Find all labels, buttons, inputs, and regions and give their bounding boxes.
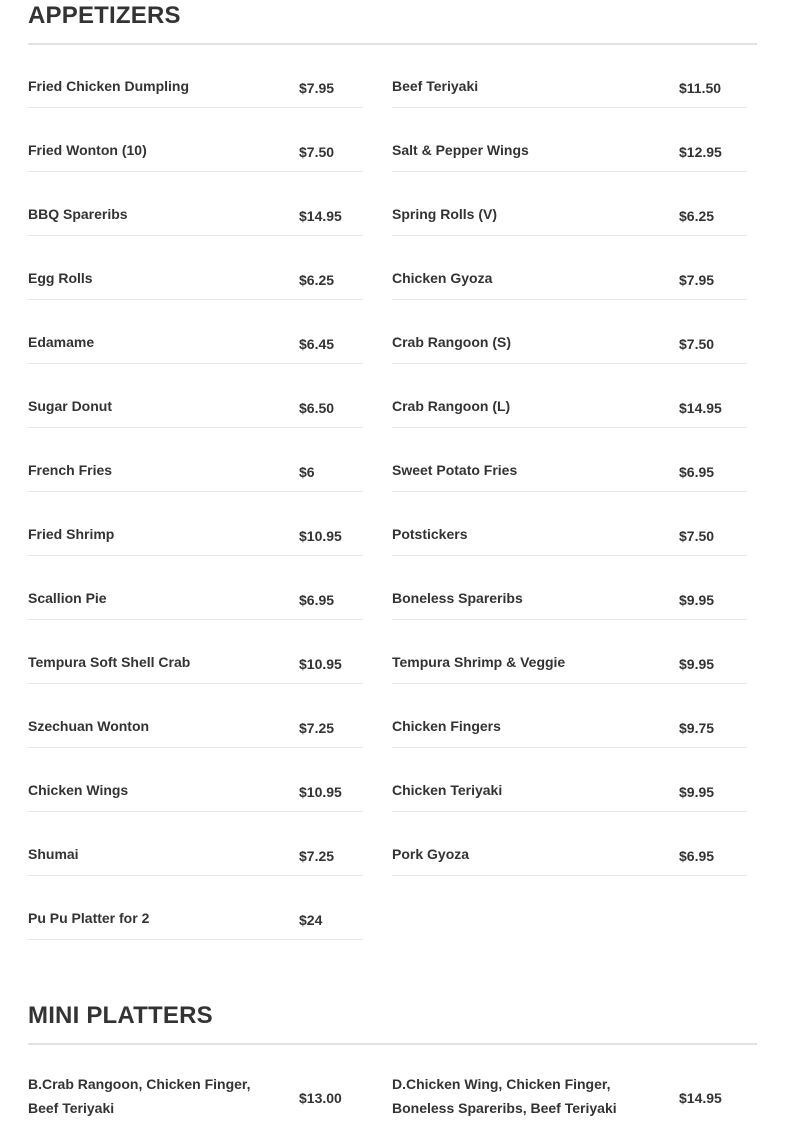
- menu-item-name: Edamame: [28, 334, 95, 350]
- menu-item-name: Crab Rangoon (L): [392, 398, 511, 414]
- menu-item-price: $13.00: [299, 1090, 342, 1106]
- appetizers-section: [28, 2, 757, 928]
- menu-item-name: French Fries: [28, 462, 113, 478]
- menu-item-name: Boneless Spareribs: [392, 590, 523, 606]
- mini-platters-left-column: [28, 1044, 363, 1120]
- menu-item[interactable]: [392, 684, 747, 748]
- menu-item-name: Fried Shrimp: [28, 526, 115, 542]
- menu-item-price: $7.50: [679, 528, 715, 544]
- menu-item-price: $7.95: [299, 80, 335, 96]
- menu-item[interactable]: [28, 172, 363, 236]
- menu-item-price: $9.95: [679, 656, 715, 672]
- section-title-appetizers: APPETIZERS: [28, 2, 181, 29]
- menu-item-price: $6.25: [679, 208, 715, 224]
- menu-item-price: $11.50: [679, 80, 722, 96]
- menu-item[interactable]: [28, 1044, 363, 1120]
- menu-item-price: $14.95: [679, 400, 722, 416]
- menu-item-name: Chicken Teriyaki: [392, 782, 503, 798]
- menu-item-name: Chicken Wings: [28, 782, 129, 798]
- menu-item[interactable]: [28, 748, 363, 812]
- menu-item-name: Pork Gyoza: [392, 846, 470, 862]
- menu-item-name: Scallion Pie: [28, 590, 107, 606]
- menu-item-name: Tempura Soft Shell Crab: [28, 654, 191, 670]
- menu-item-price: $6: [299, 464, 315, 480]
- menu-item[interactable]: [28, 876, 363, 940]
- menu-item[interactable]: [28, 620, 363, 684]
- menu-item-name: Tempura Shrimp & Veggie: [392, 654, 566, 670]
- menu-item[interactable]: [28, 236, 363, 300]
- menu-item[interactable]: [28, 300, 363, 364]
- menu-item-price: $7.25: [299, 720, 335, 736]
- menu-item-name: Salt & Pepper Wings: [392, 142, 529, 158]
- menu-item[interactable]: [28, 684, 363, 748]
- menu-item[interactable]: [392, 44, 747, 108]
- menu-item-price: $6.95: [679, 464, 715, 480]
- menu-item-name: BBQ Spareribs: [28, 206, 128, 222]
- menu-item-price: $7.50: [299, 144, 335, 160]
- menu-item-price: $9.95: [679, 592, 715, 608]
- menu-item-price: $14.95: [299, 208, 342, 224]
- menu-item[interactable]: [392, 1044, 747, 1120]
- menu-item-price: $6.50: [299, 400, 335, 416]
- menu-item[interactable]: [28, 44, 363, 108]
- menu-item-name: Fried Wonton (10): [28, 142, 147, 158]
- menu-item-name: Beef Teriyaki: [392, 78, 479, 94]
- menu-item-name: Fried Chicken Dumpling: [28, 78, 190, 94]
- menu-item-price: $6.95: [679, 848, 715, 864]
- menu-item[interactable]: [28, 812, 363, 876]
- menu-item-price: $6.95: [299, 592, 335, 608]
- appetizers-left-column: [28, 44, 363, 940]
- menu-item[interactable]: [392, 812, 747, 876]
- menu-item[interactable]: [28, 428, 363, 492]
- menu-item-name: Shumai: [28, 846, 79, 862]
- appetizers-right-column: [392, 44, 747, 876]
- menu-item-price: $7.50: [679, 336, 715, 352]
- menu-item[interactable]: [28, 556, 363, 620]
- menu-item[interactable]: [392, 748, 747, 812]
- menu-item-price: $10.95: [299, 656, 342, 672]
- menu-item[interactable]: [392, 428, 747, 492]
- menu-item[interactable]: [392, 492, 747, 556]
- menu-item-name: Spring Rolls (V): [392, 206, 497, 222]
- menu-item-price: $12.95: [679, 144, 722, 160]
- menu-item-name: Pu Pu Platter for 2: [28, 910, 150, 926]
- menu-item[interactable]: [392, 364, 747, 428]
- menu-item-price: $7.25: [299, 848, 335, 864]
- menu-item[interactable]: [392, 236, 747, 300]
- menu-item-name: Egg Rolls: [28, 270, 93, 286]
- mini-platters-section: [28, 1002, 757, 1116]
- menu-item[interactable]: [392, 300, 747, 364]
- menu-item-price: $9.75: [679, 720, 715, 736]
- menu-item-name: Sugar Donut: [28, 398, 112, 414]
- menu-item-price: $7.95: [679, 272, 715, 288]
- section-title-mini-platters: MINI PLATTERS: [28, 1002, 213, 1029]
- menu-item-price: $10.95: [299, 528, 342, 544]
- menu-item-price: $10.95: [299, 784, 342, 800]
- mini-platters-right-column: [392, 1044, 747, 1120]
- menu-item[interactable]: [392, 172, 747, 236]
- menu-item-name: Potstickers: [392, 526, 468, 542]
- menu-item[interactable]: [392, 108, 747, 172]
- menu-item-price: $9.95: [679, 784, 715, 800]
- menu-item-price: $6.25: [299, 272, 335, 288]
- menu-item[interactable]: [392, 556, 747, 620]
- menu-item-name: B.Crab Rangoon, Chicken Finger, Beef Teriyaki: [28, 1076, 251, 1116]
- menu-item-name: Chicken Fingers: [392, 718, 501, 734]
- menu-item[interactable]: [28, 108, 363, 172]
- menu-item-name: Chicken Gyoza: [392, 270, 493, 286]
- menu-item-price: $14.95: [679, 1090, 722, 1106]
- menu-item[interactable]: [28, 364, 363, 428]
- menu-item[interactable]: [28, 492, 363, 556]
- menu-item-name: Crab Rangoon (S): [392, 334, 511, 350]
- menu-item[interactable]: [392, 620, 747, 684]
- menu-item-name: D.Chicken Wing, Chicken Finger, Boneless Spareribs, Beef Teriyaki: [392, 1076, 617, 1116]
- menu-item-price: $6.45: [299, 336, 335, 352]
- menu-item-name: Sweet Potato Fries: [392, 462, 518, 478]
- menu-item-name: Szechuan Wonton: [28, 718, 150, 734]
- menu-item-price: $24: [299, 912, 323, 928]
